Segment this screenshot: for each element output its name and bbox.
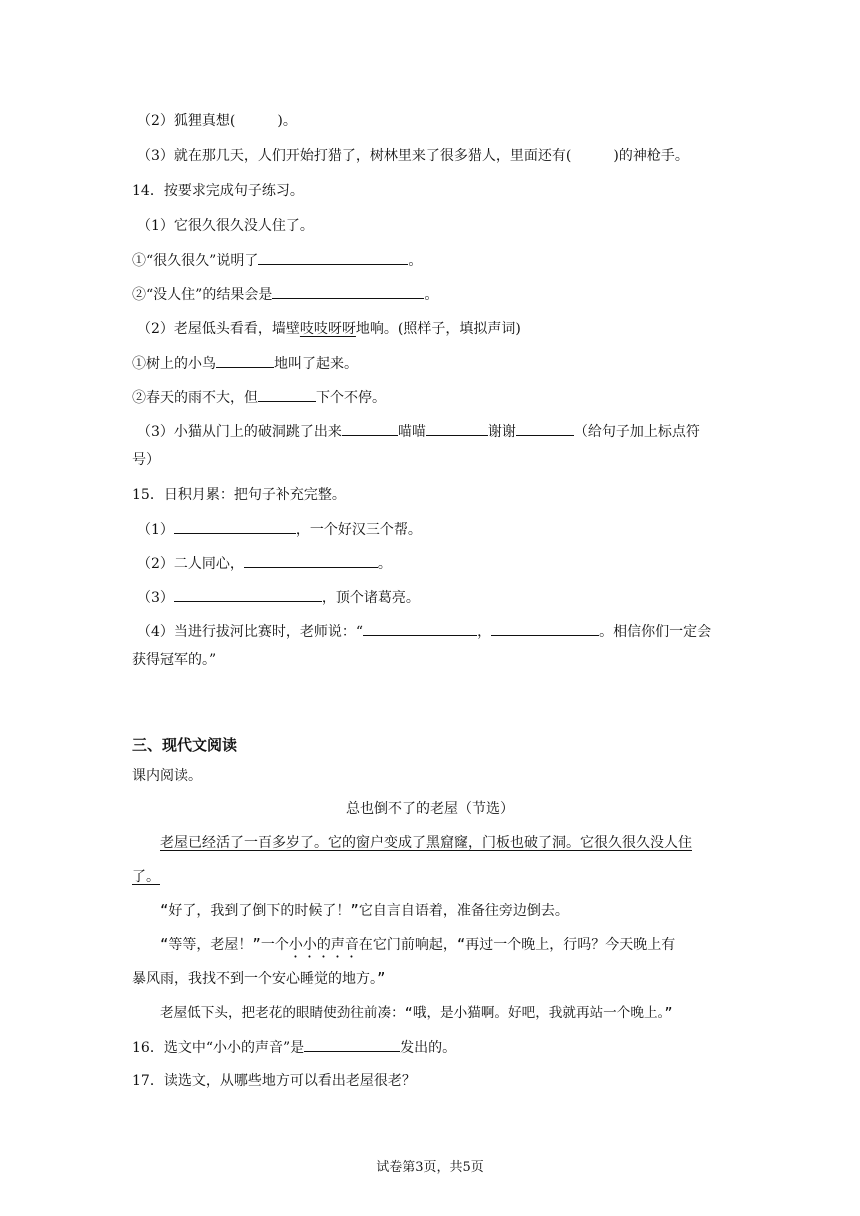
section-heading: 三、现代文阅读	[132, 736, 238, 754]
passage-p1: 老屋已经活了一百多岁了。它的窗户变成了黑窟窿，门板也破了洞。它很久很久没人住	[160, 835, 692, 851]
q15-title: 15．日积月累：把句子补充完整。	[132, 487, 346, 503]
answer-blank[interactable]	[174, 587, 322, 602]
answer-blank[interactable]	[216, 353, 274, 368]
q14-title: 14．按要求完成句子练习。	[132, 183, 304, 199]
q13-item3: （3）就在那几天，人们开始打猎了，树林里来了很多猎人，里面还有( )的神枪手。	[137, 148, 689, 164]
q14-s3: （3）小猫从门上的破洞跳了出来 喵喵 谢谢 （给句子加上标点符	[137, 421, 700, 442]
q14-s2b: ②春天的雨不大，但 下个不停。	[132, 387, 386, 408]
q14-s3-cont: 号）	[132, 452, 160, 468]
q13-item2: （2）狐狸真想( )。	[137, 113, 297, 129]
answer-blank[interactable]	[258, 387, 316, 402]
passage-p3: “等等，老屋！”一个小小的声音在它门前响起，“再过一个晚上，行吗？今天晚上有	[160, 937, 676, 953]
answer-blank[interactable]	[363, 621, 477, 636]
passage-p1-cont: 了。	[132, 869, 160, 885]
q14-s2: （2）老屋低头看看，墙壁吱吱呀呀地响。(照样子，填拟声词)	[137, 321, 521, 337]
answer-blank[interactable]	[342, 421, 398, 436]
q15-item4-cont: 获得冠军的。”	[132, 652, 217, 668]
q17: 17．读选文，从哪些地方可以看出老屋很老？	[132, 1073, 416, 1089]
answer-blank[interactable]	[491, 621, 599, 636]
q15-item1: （1） ，一个好汉三个帮。	[137, 519, 422, 540]
answer-blank[interactable]	[258, 250, 408, 265]
answer-blank[interactable]	[304, 1037, 400, 1052]
answer-blank[interactable]	[516, 421, 574, 436]
section-subheading: 课内阅读。	[132, 768, 202, 784]
q14-s2a: ①树上的小鸟 地叫了起来。	[132, 353, 358, 374]
passage-p2: “好了，我到了倒下的时候了！”它自言自语着，准备往旁边倒去。	[160, 903, 569, 919]
q14-s1a: ①“很久很久”说明了 。	[132, 250, 422, 271]
answer-blank[interactable]	[426, 421, 488, 436]
page-footer: 试卷第3页，共5页	[376, 1160, 484, 1175]
q15-item2: （2）二人同心， 。	[137, 553, 392, 574]
q15-item4: （4）当进行拔河比赛时，老师说：“ ， 。相信你们一定会	[137, 621, 711, 642]
answer-blank[interactable]	[244, 553, 378, 568]
passage-p3-cont: 暴风雨，我找不到一个安心睡觉的地方。”	[132, 971, 386, 987]
answer-blank[interactable]	[272, 284, 424, 299]
answer-blank[interactable]	[174, 519, 296, 534]
q14-s1b: ②“没人住”的结果会是 。	[132, 284, 438, 305]
q16: 16．选文中“小小的声音”是 发出的。	[132, 1037, 456, 1058]
q14-s1: （1）它很久很久没人住了。	[137, 218, 314, 234]
passage-p4: 老屋低下头，把老花的眼睛使劲往前凑：“哦，是小猫啊。好吧，我就再站一个晚上。”	[160, 1005, 673, 1021]
q15-item3: （3） ，顶个诸葛亮。	[137, 587, 420, 608]
passage-title: 总也倒不了的老屋（节选）	[346, 801, 514, 817]
